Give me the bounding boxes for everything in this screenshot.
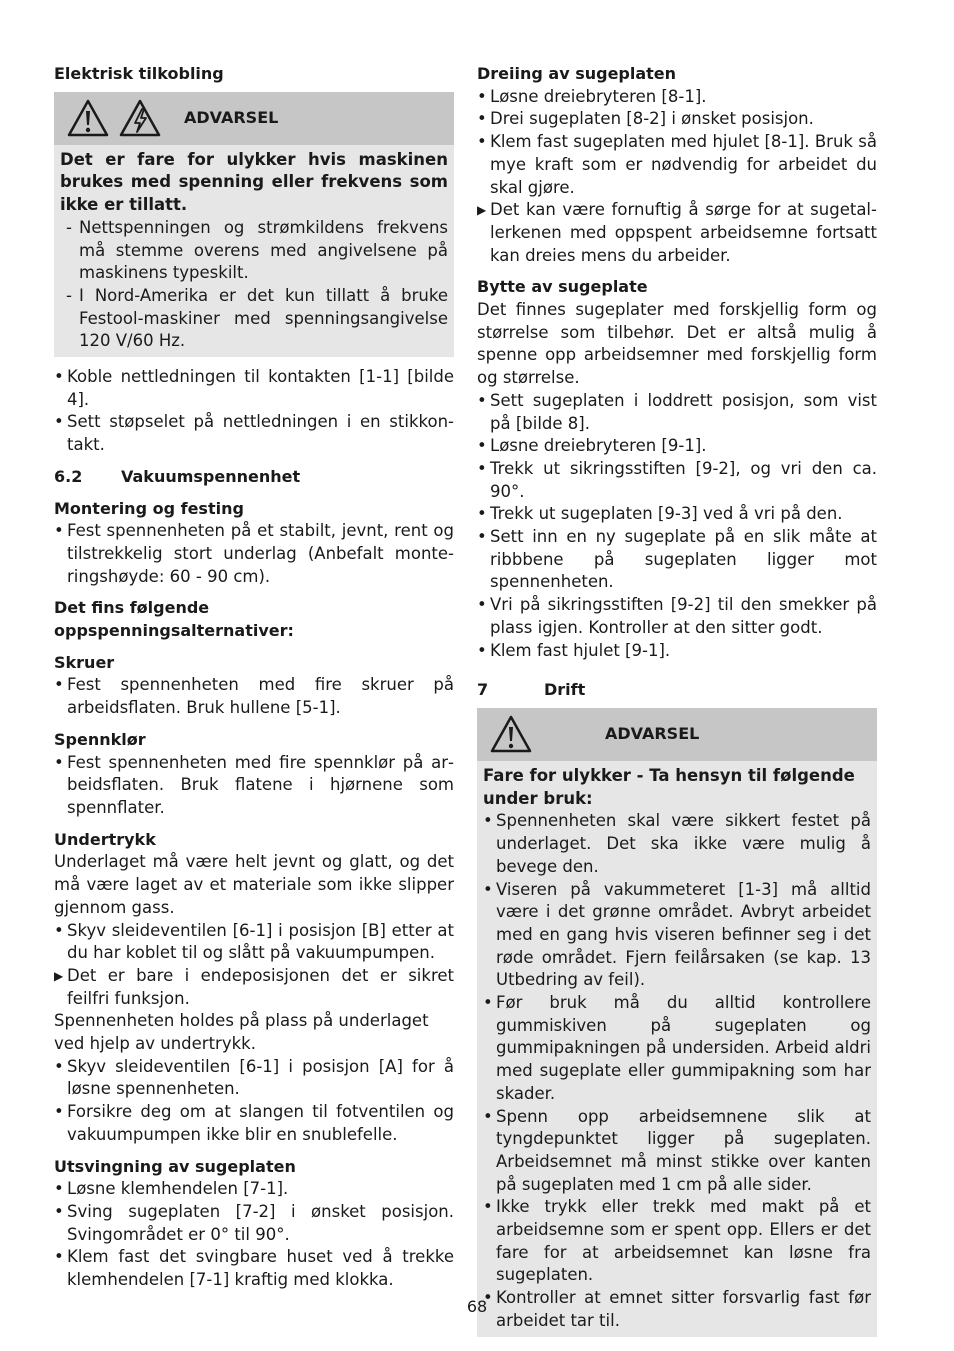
change-paragraph: Det finnes sugeplater med forskjellig form og størrelse som tilbehør. Det er altså mulig å spenne opp arbeidsemner med forskjellig form og størrelse. [477, 300, 877, 388]
electric-hazard-icon [118, 98, 162, 138]
list-item: ▶ Det kan være fornuftig å sørge for at sugetallerkenen med oppspent arbeidsemne fortsatt kan dreies mens du arbeider. [477, 199, 877, 267]
warning-box-operation [477, 708, 877, 1337]
list-item: - Nettspenningen og strømkildens frekvens må stemme overens med angivelsene på maskinens typeskilt. [60, 217, 448, 285]
left-column [54, 63, 454, 1292]
list-item: • Ikke trykk eller trekk med makt på et arbeidsemne som er spent opp. Ellers er det fare for at arbeidsemnet kan løsne fra sugeplaten. [483, 1196, 871, 1287]
list-item: ▶ Det er bare i endeposisjonen det er sikret feilfri funksjon. [54, 965, 454, 1010]
list-item: • Trekk ut sugeplaten [9-3] ved å vri på den. [477, 503, 877, 526]
heading-mounting: Montering og festing [54, 498, 244, 518]
list-item: • Klem fast det svingbare huset ved å trekke klemhendelen [7-1] kraftig med klokka. [54, 1246, 454, 1291]
section-title: Drift [544, 680, 586, 700]
warning-icons [66, 98, 162, 138]
change-list [477, 390, 877, 662]
section-heading-6-2 [54, 466, 454, 489]
warning-title: ADVARSEL [605, 724, 700, 744]
warning-lead: Det er fare for ulykker hvis maskinen brukes med spenning eller frekvens som ikke er tillatt. [60, 149, 448, 215]
list-item: • Før bruk må du alltid kontrollere gummiskiven på sugeplaten og gummipakningen på undersiden. Arbeid aldri med sugeplate eller gummipakning som har skader. [483, 992, 871, 1106]
list-item: • Spennenheten skal være sikkert festet på underlaget. Det ska ikke være mulig å bevege den. [483, 810, 871, 878]
claws-list [54, 752, 454, 820]
list-item: • Løsne klemhendelen [7-1]. [54, 1178, 454, 1201]
vacuum-paragraph: Underlaget må være helt jevnt og glatt, og det må være laget av et materiale som ikke slipper gjennom gass. [54, 852, 454, 917]
list-item: • Sett inn en ny sugeplate på en slik måte at ribbbene på sugeplaten ligger mot spennenheten. [477, 526, 877, 594]
list-item: • Drei sugeplaten [8-2] i ønsket posisjon. [477, 108, 877, 131]
list-item: • Sett støpselet på nettledningen i en stikkontakt. [54, 411, 454, 456]
list-item: • Sving sugeplaten [7-2] i ønsket posisjon. Svingområdet er 0° til 90°. [54, 1201, 454, 1246]
list-item: • Skyv sleideventilen [6-1] i posisjon [A] for å løsne spennenheten. [54, 1056, 454, 1101]
warning-header [477, 708, 877, 761]
list-item: • Fest spennenheten med fire skruer på arbeidsflaten. Bruk hullene [5-1]. [54, 674, 454, 719]
list-item: • Viseren på vakummeteret [1-3] må alltid være i det grønne området. Avbryt arbeidet med en gang hvis viseren befinner seg i det røde området. Fjern feilårsaken (se kap. 13 Utbedring av feil). [483, 879, 871, 993]
warning-list [483, 810, 871, 1332]
heading-swing: Utsvingning av sugeplaten [54, 1156, 296, 1176]
heading-claws: Spennklør [54, 729, 146, 749]
list-item: • Klem fast hjulet [9-1]. [477, 640, 877, 663]
list-item: • Løsne dreiebryteren [9-1]. [477, 435, 877, 458]
connect-list [54, 366, 454, 457]
swing-list [54, 1178, 454, 1292]
list-item: • Koble nettledningen til kontakten [1-1] [bilde 4]. [54, 366, 454, 411]
warning-title: ADVARSEL [184, 107, 279, 127]
warning-body [54, 145, 454, 357]
warning-list [60, 217, 448, 353]
list-item: • Kontroller at emnet sitter forsvarlig fast før arbeidet tar til. [483, 1287, 871, 1332]
warning-triangle-icon [489, 714, 533, 754]
list-item: • Spenn opp arbeidsemnene slik at tyngdepunktet ligger på sugeplaten. Arbeidsemnet må minst stikke over kanten på sugeplaten med 1 cm på alle sider. [483, 1106, 871, 1197]
warning-triangle-icon [66, 98, 110, 138]
warning-icons [489, 714, 533, 754]
section-heading-7 [477, 679, 877, 702]
vacuum-paragraph: Spennenheten holdes på plass på underlaget ved hjelp av undertrykk. [54, 1011, 429, 1054]
screws-list [54, 674, 454, 719]
heading-change: Bytte av sugeplate [477, 277, 648, 297]
rotate-list [477, 86, 877, 268]
heading-rotate: Dreiing av sugeplaten [477, 64, 677, 83]
section-number: 7 [477, 680, 489, 700]
list-item: • Forsikre deg om at slangen til fotventilen og vakuumpumpen ikke blir en snublefelle. [54, 1101, 454, 1146]
list-item: • Fest spennenheten på et stabilt, jevnt, rent og tilstrekkelig stort underlag (Anbefalt monteringshøyde: 60 - 90 cm). [54, 520, 454, 588]
list-item: • Sett sugeplaten i loddrett posisjon, som vist på [bilde 8]. [477, 390, 877, 435]
list-item: • Løsne dreiebryteren [8-1]. [477, 86, 877, 109]
vacuum-list-1 [54, 920, 454, 1011]
list-item: • Skyv sleideventilen [6-1] i posisjon [B] etter at du har koblet til og slått på vakuumpumpen. [54, 920, 454, 965]
vacuum-list-2 [54, 1056, 454, 1147]
warning-header [54, 92, 454, 145]
mounting-list [54, 520, 454, 588]
list-item: • Klem fast sugeplaten med hjulet [8-1]. Bruk så mye kraft som er nødvendig for arbeidet du skal gjøre. [477, 131, 877, 199]
heading-screws: Skruer [54, 652, 115, 672]
list-item: • Vri på sikringsstiften [9-2] til den smekker på plass igjen. Kontroller at den sitter godt. [477, 594, 877, 639]
list-item: • Fest spennenheten med fire spennklør på arbeidsflaten. Bruk flatene i hjørnene som spennflater. [54, 752, 454, 820]
section-title: Vakuumspennenhet [121, 466, 301, 486]
section-number: 6.2 [54, 466, 83, 486]
right-column [477, 63, 877, 1337]
heading-electric-connection: Elektrisk tilkobling [54, 64, 224, 83]
list-item: • Trekk ut sikringsstiften [9-2], og vri den ca. 90°. [477, 458, 877, 503]
warning-body [477, 761, 877, 1337]
page-number: 68 [466, 1297, 488, 1316]
heading-options: Det fins følgende oppspenningsalternativer: [54, 598, 294, 641]
list-item: - I Nord-Amerika er det kun tillatt å bruke Festool-maskiner med spenningsangivelse 120 V/60 Hz. [60, 285, 448, 353]
warning-lead: Fare for ulykker - Ta hensyn til følgende under bruk: [483, 765, 855, 808]
warning-box-electric [54, 92, 454, 357]
heading-vacuum: Undertrykk [54, 829, 156, 849]
